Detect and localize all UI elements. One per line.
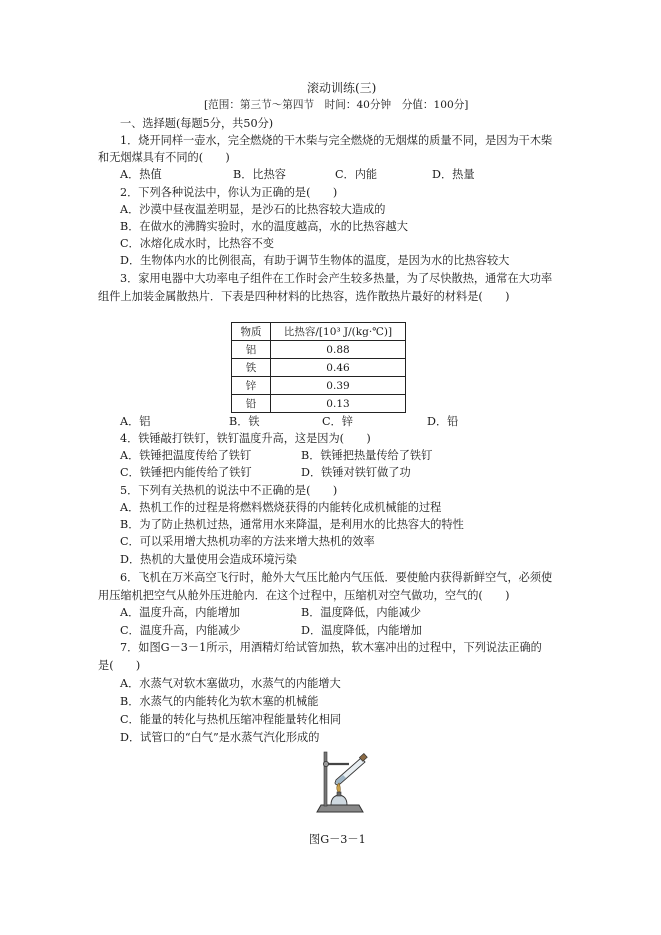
q1-stem-line1: 1．烧开同样一壶水，完全燃烧的干木柴与完全燃烧的无烟煤的质量不同，是因为干木柴	[120, 134, 553, 147]
q2-option-c: C．冰熔化成水时，比热容不变	[120, 237, 274, 250]
q1-option-b: B．比热容	[233, 168, 286, 181]
material-cell: 铁	[232, 359, 271, 377]
q4-option-b: B．铁锤把热量传给了铁钉	[301, 449, 433, 462]
q3-option-b: B．铁	[229, 415, 260, 428]
q4-stem: 4．铁锤敲打铁钉，铁钉温度升高，这是因为( )	[120, 432, 371, 445]
table-header-cell: 物质	[232, 323, 271, 341]
q3-option-c: C．锌	[322, 415, 353, 428]
scope-time-score: [范围：第三节～第四节 时间：40分钟 分值：100分]	[204, 99, 469, 111]
q5-option-b: B．为了防止热机过热，通常用水来降温，是利用水的比热容大的特性	[120, 518, 464, 531]
value-cell: 0.39	[271, 377, 406, 395]
material-cell: 铝	[232, 341, 271, 359]
test-tube-heating-figure	[305, 742, 375, 816]
q6-option-c: C．温度升高，内能减少	[120, 624, 241, 637]
q2-option-d: D．生物体内水的比例很高，有助于调节生物体的温度，是因为水的比热容较大	[120, 254, 510, 267]
q5-option-c: C．可以采用增大热机功率的方法来增大热机的效率	[120, 535, 375, 548]
material-cell: 铅	[232, 395, 271, 413]
q3-option-d: D．铅	[427, 415, 459, 428]
q7-option-c: C．能量的转化与热机压缩冲程能量转化相同	[120, 713, 342, 726]
q6-stem-line1: 6．飞机在万米高空飞行时，舱外大气压比舱内气压低．要使舱内获得新鲜空气，必须使	[120, 571, 553, 584]
q6-stem-line2: 用压缩机把空气从舱外压进舱内．在这个过程中，压缩机对空气做功，空气的( )	[98, 589, 510, 602]
q3-option-a: A．铝	[120, 415, 151, 428]
q1-option-d: D．热量	[432, 168, 475, 181]
q5-stem: 5．下列有关热机的说法中不正确的是( )	[120, 484, 338, 497]
q7-option-d: D．试管口的“白气”是水蒸气汽化形成的	[120, 731, 320, 744]
section-heading: 一、选择题(每题5分，共50分)	[120, 117, 274, 130]
q6-option-d: D．温度降低，内能增加	[301, 624, 422, 637]
q4-option-d: D．铁锤对铁钉做了功	[301, 466, 411, 479]
q7-option-a: A．水蒸气对软木塞做功，水蒸气的内能增大	[120, 677, 341, 690]
q2-option-b: B．在做水的沸腾实验时，水的温度越高，水的比热容越大	[120, 220, 408, 233]
q1-stem-line2: 和无烟煤具有不同的( )	[98, 151, 230, 164]
q1-option-c: C．内能	[335, 168, 378, 181]
value-cell: 0.13	[271, 395, 406, 413]
q4-option-c: C．铁锤把内能传给了铁钉	[120, 466, 252, 479]
value-cell: 0.88	[271, 341, 406, 359]
specific-heat-table	[231, 322, 406, 413]
q3-stem-line1: 3．家用电器中大功率电子组件在工作时会产生较多热量，为了尽快散热，通常在大功率	[120, 272, 553, 285]
q5-option-a: A．热机工作的过程是将燃料燃烧获得的内能转化成机械能的过程	[120, 501, 442, 514]
q5-option-d: D．热机的大量使用会造成环境污染	[120, 553, 297, 566]
q7-option-b: B．水蒸气的内能转化为软木塞的机械能	[120, 695, 319, 708]
table-row	[232, 377, 406, 395]
value-cell: 0.46	[271, 359, 406, 377]
q6-option-a: A．温度升高，内能增加	[120, 606, 240, 619]
table-header-cell: 比热容/[10³ J/(kg·℃)]	[271, 323, 406, 341]
q3-stem-line2: 组件上加装金属散热片．下表是四种材料的比热容，选作散热片最好的材料是( )	[98, 290, 510, 303]
q7-stem-line1: 7．如图G－3－1所示，用酒精灯给试管加热，软木塞冲出的过程中，下列说法正确的	[120, 641, 542, 654]
q7-stem-line2: 是( )	[98, 659, 141, 672]
table-row	[232, 359, 406, 377]
page-title: 滚动训练(三)	[307, 81, 377, 95]
q2-option-a: A．沙漠中昼夜温差明显，是沙石的比热容较大造成的	[120, 203, 386, 216]
material-cell: 锌	[232, 377, 271, 395]
q6-option-b: B．温度降低，内能减少	[301, 606, 422, 619]
q2-stem: 2．下列各种说法中，你认为正确的是( )	[120, 186, 338, 199]
q4-option-a: A．铁锤把温度传给了铁钉	[120, 449, 252, 462]
q1-option-a: A．热值	[120, 168, 162, 181]
table-header-row	[232, 323, 406, 341]
figure-caption: 图G－3－1	[309, 833, 366, 846]
table-row	[232, 395, 406, 413]
table-row	[232, 341, 406, 359]
